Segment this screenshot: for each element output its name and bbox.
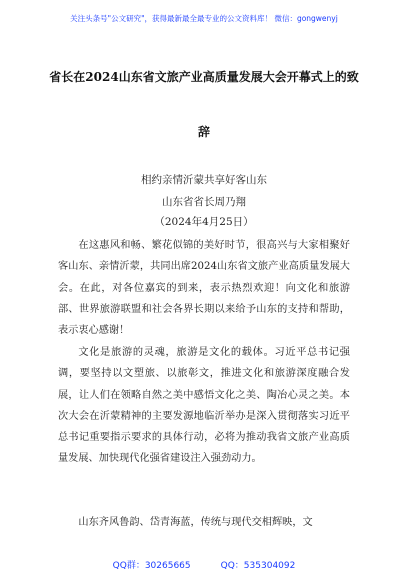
footer-qq: QQ：535304092 xyxy=(220,561,296,571)
body-paragraph-1 xyxy=(58,235,350,341)
footer-qq-group: QQ群：30265665 xyxy=(112,561,191,571)
paragraph-text: 文化是旅游的灵魂，旅游是文化的载体。习近平总书记强调，要坚持以文塑旅、以旅彰文，推进文化和旅游深度融合发展，让人们在领略自然之美中感悟文化之美、陶冶心灵之美。本次大会在沂蒙精神的主要发源地临沂举办是深入贯彻落实习近平总书记重要指示要求的具体行动，必将为推动我省文旅产业高质量发展、加快现代化强省建设注入强劲动力。 xyxy=(58,347,350,465)
paragraph-text: 在这惠风和畅、繁花似锦的美好时节，很高兴与大家相聚好客山东、亲情沂蒙，共同出席2024山东省文旅产业高质量发展大会。在此，对各位嘉宾的到来，表示热烈欢迎！向文化和旅游部、世界旅游联盟和社会各界长期以来给予山东的支持和帮助，表示衷心感谢！ xyxy=(58,240,350,337)
page-footer xyxy=(0,558,408,571)
speaker-line: 山东省省长周乃翔 xyxy=(162,196,246,208)
speech-tagline: 相约亲情沂蒙共享好客山东 xyxy=(141,174,267,186)
paragraph-text: 山东齐风鲁韵、岱青海蓝，传统与现代交相辉映，文 xyxy=(78,517,313,528)
speech-date: （2024年4月25日） xyxy=(154,216,254,228)
promo-banner: 关注头条号"公文研究"，获得最新最全最专业的公文资料库！ 微信：gongwenyj xyxy=(70,14,338,23)
body-paragraph-2 xyxy=(58,342,350,470)
document-title-tail: 辞 xyxy=(197,125,210,139)
document-title: 省长在2024山东省文旅产业高质量发展大会开幕式上的致 xyxy=(49,70,359,84)
body-paragraph-3 xyxy=(58,512,350,533)
